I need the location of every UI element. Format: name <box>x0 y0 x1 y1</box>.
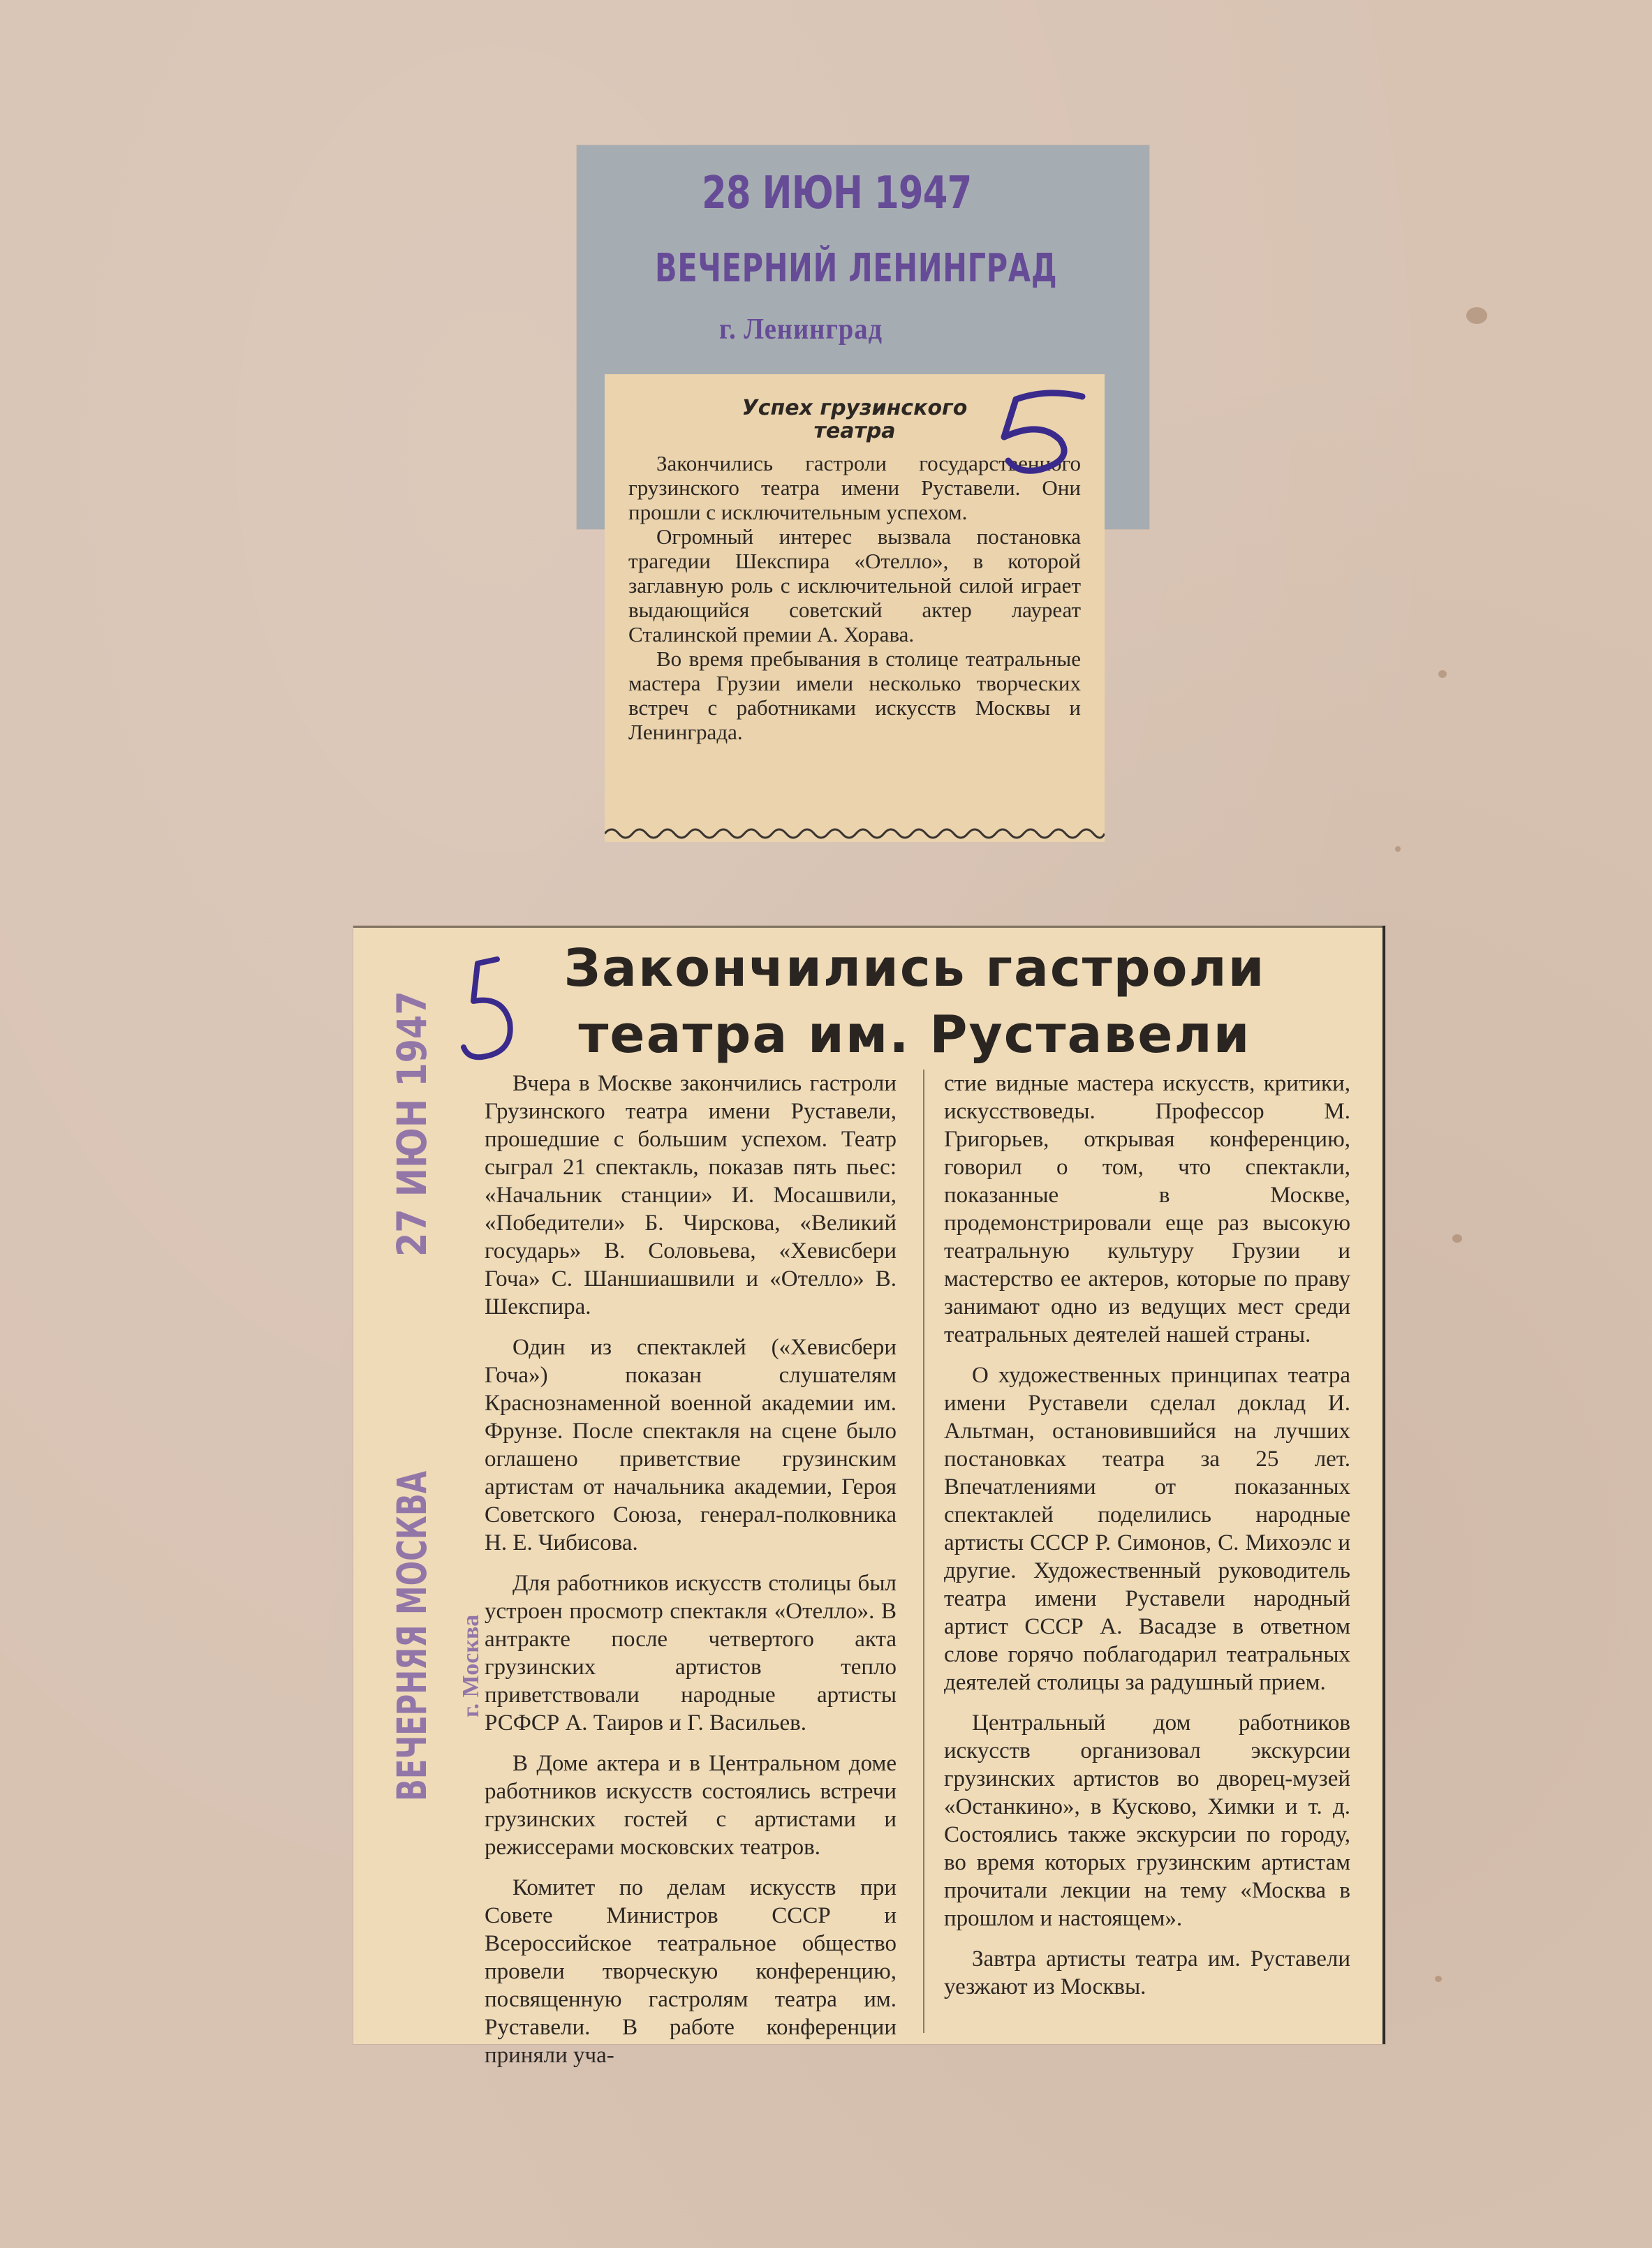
paragraph: Комитет по делам искусств при Совете Министров СССР и Всероссийское театральное общество провели творческую конференцию, посвященную гастролям театра им. Руставели. В работе конференции приняли уча- <box>485 1875 897 2068</box>
stamp-city-moscow: г. Москва <box>458 1614 484 1717</box>
paper-speck <box>1452 1234 1462 1243</box>
clipping-leningrad-title: Успех грузинского театра <box>742 396 968 443</box>
paper-speck <box>1395 846 1401 852</box>
paragraph: Центральный дом работников искусств организовал экскурсии грузинских артистов во дворец-музей «Останкино», в Кусково, Химки и т. д. Состоялись также экскурсии по городу, во время которых грузинским артистам прочитали лекции на тему «Москва в прошлом и настоящем». <box>944 1710 1350 1931</box>
paragraph: О художественных принципах театра имени Руставели сделал доклад И. Альтман, остановившийся на лучших постановках театра за 25 лет. Впечатлениями от показанных спектаклей поделились народные артисты СССР Р. Симонов, С. Михоэлс и другие. Художественный руководитель театра имени Руставели народный артист СССР А. Васадзе в ответном слове горячо поблагодарил театральных деятелей столицы за радушный прием. <box>944 1363 1350 1695</box>
stamp-date-moscow: 27 ИЮН 1947 <box>388 991 436 1257</box>
stamp-date-leningrad: 28 ИЮН 1947 <box>702 168 972 219</box>
article-headline: Закончились гастроли театра им. Руставели <box>563 938 1266 1065</box>
paragraph: Завтра артисты театра им. Руставели уезжают из Москвы. <box>944 1946 1350 1999</box>
clipping-moscow <box>353 926 1385 2068</box>
paragraph: Закончились гастроли государственного грузинского театра имени Руставели. Они прошли с исключительным успехом. <box>628 451 1081 524</box>
paragraph: В Доме актера и в Центральном доме работников искусств состоялись встречи грузинских гостей с артистами и режиссерами московских театров. <box>485 1751 897 1860</box>
handwritten-page-number <box>978 383 1103 480</box>
column-divider <box>923 1070 924 2033</box>
paper-speck <box>1466 307 1487 324</box>
clipping-top-edge <box>353 926 1385 928</box>
paragraph: Один из спектаклей («Хевисбери Гоча») показан слушателям Краснознаменной военной академии им. Фрунзе. После спектакля на сцене было оглашено приветствие грузинским артистам от начальника академии, Героя Советского Союза, генерал-полковника Н. Е. Чибисова. <box>485 1335 897 1555</box>
paragraph: Вчера в Москве закончились гастроли Грузинского театра имени Руставели, прошедшие с большим успехом. Театр сыграл 21 спектакль, показав пять пьес: «Начальник станции» И. Мосашвили, «Победители» Б. Чирскова, «Великий государь» В. Соловьева, «Хевисбери Гоча» С. Шаншиашвили и «Отелло» В. Шекспира. <box>485 1071 897 1319</box>
article-column-right <box>944 1070 1350 2013</box>
paper-speck <box>1435 1976 1442 1982</box>
paragraph: стие видные мастера искусств, критики, искусствоведы. Профессор М. Григорьев, открывая конференцию, говорил о том, что спектакли, показанные в Москве, продемонстрировали еще раз высокую театральную культуру Грузии и мастерство ее актеров, которые по праву занимают одно из ведущих мест среди театральных деятелей нашей страны. <box>944 1071 1350 1347</box>
paragraph: Для работников искусств столицы был устроен просмотр спектакля «Отелло». В антракте после четвертого акта грузинских артистов тепло приветствовали народные артисты РСФСР А. Таиров и Г. Васильев. <box>485 1571 897 1736</box>
paragraph: Огромный интерес вызвала постановка трагедии Шекспира «Отелло», в которой заглавную роль с исключительной силой играет выдающийся советский актер лауреат Сталинской премии А. Хорава. <box>628 524 1081 646</box>
clipping-right-edge <box>1382 926 1385 2044</box>
stamp-newspaper-moscow: ВЕЧЕРНЯЯ МОСКВА <box>388 1470 436 1801</box>
stamp-city-leningrad: г. Ленинград <box>719 313 883 346</box>
handwritten-page-number <box>454 949 531 1068</box>
torn-wavy-edge <box>605 825 1105 842</box>
article-column-left <box>485 1070 897 2082</box>
paragraph: Во время пребывания в столице театральные мастера Грузии имели несколько творческих встреч с работниками искусств Москвы и Ленинграда. <box>628 646 1081 744</box>
stamp-newspaper-leningrad: ВЕЧЕРНИЙ ЛЕНИНГРАД <box>655 246 1058 291</box>
paper-speck <box>1438 670 1447 678</box>
